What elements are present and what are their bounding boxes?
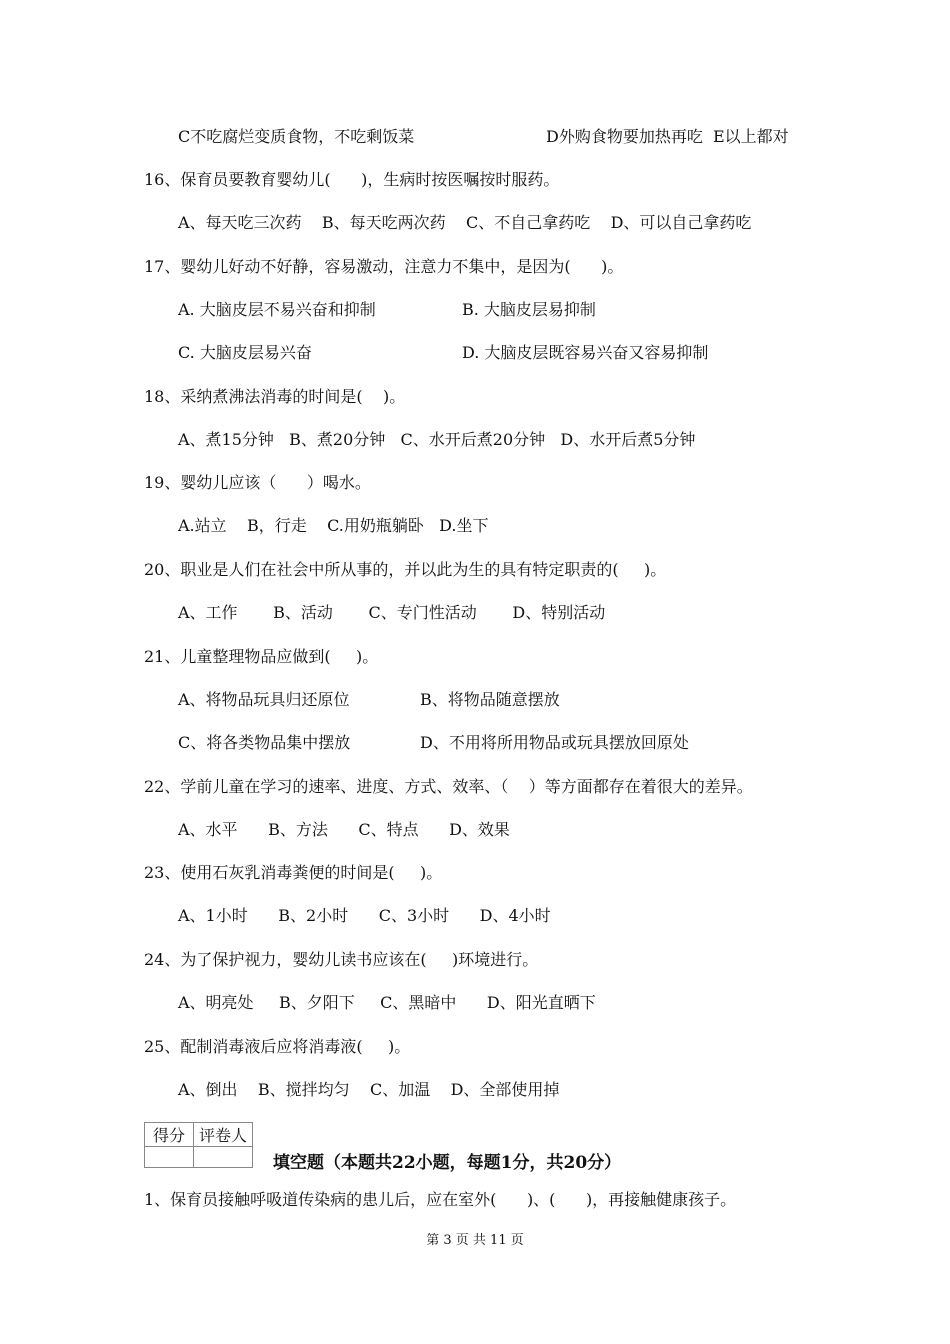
question-17-option-d: D. 大脑皮层既容易兴奋又容易抑制 [462, 343, 709, 362]
question-21-option-c: C、将各类物品集中摆放 [178, 733, 351, 752]
question-21-option-b: B、将物品随意摆放 [420, 690, 560, 709]
grader-cell [194, 1147, 253, 1168]
question-18: 18、采纳煮沸法消毒的时间是( )。 [144, 387, 406, 406]
question-20: 20、职业是人们在社会中所从事的，并以此为生的具有特定职责的( )。 [144, 560, 667, 579]
question-19: 19、婴幼儿应该（ ）喝水。 [144, 473, 371, 492]
question-24-options: A、明亮处 B、夕阳下 C、黑暗中 D、阳光直晒下 [178, 993, 596, 1012]
question-21-option-a: A、将物品玩具归还原位 [178, 690, 350, 709]
question-20-options: A、工作 B、活动 C、专门性活动 D、特别活动 [178, 603, 606, 622]
question-23: 23、使用石灰乳消毒粪便的时间是( )。 [144, 863, 443, 882]
question-17-option-b: B. 大脑皮层易抑制 [462, 300, 596, 319]
question-21-option-d: D、不用将所用物品或玩具摆放回原处 [420, 733, 689, 752]
question-17-option-a: A. 大脑皮层不易兴奋和抑制 [178, 300, 376, 319]
score-cell [145, 1147, 194, 1168]
question-22: 22、学前儿童在学习的速率、进度、方式、效率、（ ）等方面都存在着很大的差异。 [144, 777, 753, 796]
question-18-options: A、煮15分钟 B、煮20分钟 C、水开后煮20分钟 D、水开后煮5分钟 [178, 430, 696, 449]
page-footer: 第 3 页 共 11 页 [426, 1233, 524, 1248]
question-16-options: A、每天吃三次药 B、每天吃两次药 C、不自己拿药吃 D、可以自己拿药吃 [178, 213, 752, 232]
question-line-options-prev-d: D外购食物要加热再吃 E以上都对 [546, 127, 789, 146]
question-16: 16、保育员要教育婴幼儿( )，生病时按医嘱按时服药。 [144, 170, 560, 189]
question-25: 25、配制消毒液后应将消毒液( )。 [144, 1037, 411, 1056]
question-line-options-prev-c: C不吃腐烂变质食物，不吃剩饭菜 [178, 127, 415, 146]
grader-header: 评卷人 [194, 1123, 253, 1147]
question-22-options: A、水平 B、方法 C、特点 D、效果 [178, 820, 510, 839]
question-21: 21、儿童整理物品应做到( )。 [144, 647, 379, 666]
question-17-option-c: C. 大脑皮层易兴奋 [178, 343, 312, 362]
question-23-options: A、1小时 B、2小时 C、3小时 D、4小时 [178, 906, 551, 925]
question-24: 24、为了保护视力，婴幼儿读书应该在( )环境进行。 [144, 950, 539, 969]
question-17: 17、婴幼儿好动不好静，容易激动，注意力不集中，是因为( )。 [144, 257, 624, 276]
question-19-options: A.站立 B，行走 C.用奶瓶躺卧 D.坐下 [178, 516, 489, 535]
fill-question-1: 1、保育员接触呼吸道传染病的患儿后，应在室外( )、( )，再接触健康孩子。 [144, 1190, 737, 1209]
question-25-options: A、倒出 B、搅拌均匀 C、加温 D、全部使用掉 [178, 1080, 560, 1099]
section-title: 填空题（本题共22小题，每题1分，共20分） [273, 1153, 622, 1173]
score-table [144, 1122, 253, 1168]
score-header: 得分 [145, 1123, 194, 1147]
